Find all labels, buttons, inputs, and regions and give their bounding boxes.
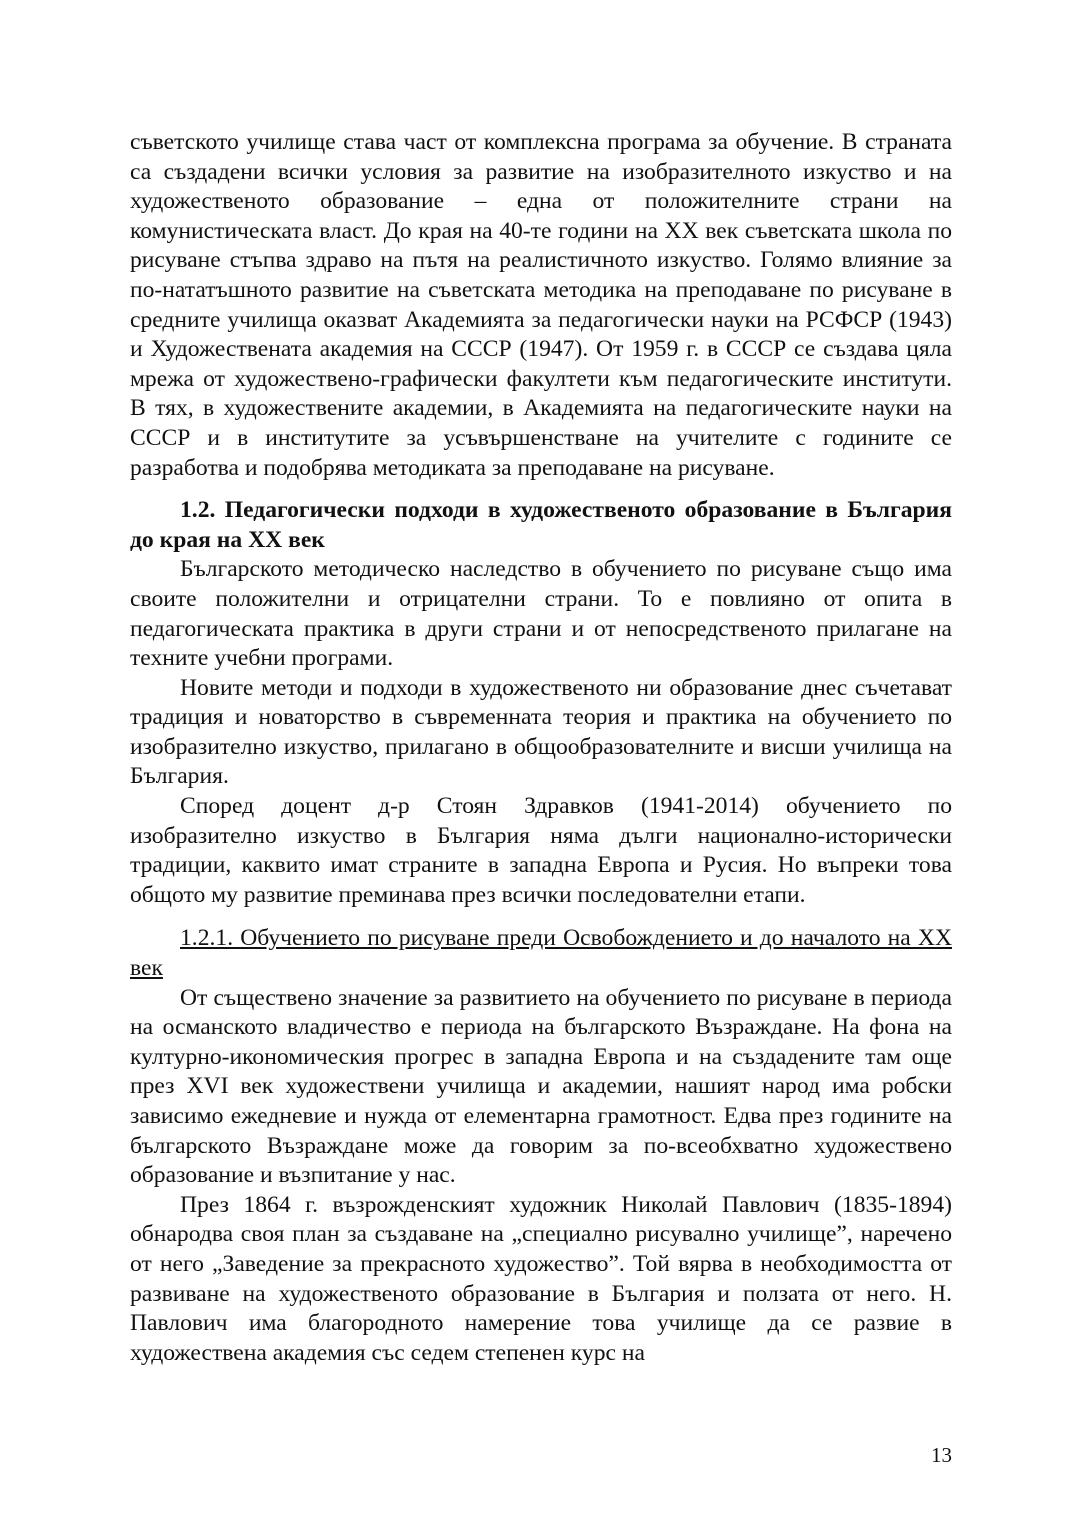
paragraph-zdravkov: Според доцент д-р Стоян Здравков (1941-2014) обучението по изобразително изкуство в България няма дълги национално-исторически традиции, каквито имат страните в западна Европа и Русия. Но въпреки това общото му развитие преминава през всички последователни етапи. <box>130 793 952 908</box>
paragraph-bulgarian-heritage: Българското методическо наследство в обучението по рисуване също има своите положителни и отрицателни страни. То е повлияно от опита в педагогическата практика в други страни и от непосредственото прилагане на техните учебни програми. <box>130 556 952 672</box>
section-heading-1-2: 1.2. Педагогически подходи в художественото образование в България до края на ХХ век <box>130 497 952 553</box>
paragraph-new-methods: Новите методи и подходи в художественото ни образование днес съчетават традиция и новаторство в съвременната теория и практика на обучението по изобразително изкуство, прилагано в общообразователните и висши училища на България. <box>130 674 952 790</box>
page-body <box>130 128 952 1368</box>
paragraph-revival-period: От съществено значение за развитието на обучението по рисуване в периода на османското владичество е периода на българското Възраждане. На фона на културно-икономическия прогрес в западна Европа и на създадените там още през XVI век художествени училища и академии, нашият народ има робски зависимо ежедневие и нужда от елементарна грамотност. Едва през годините на българското Възраждане може да говорим за по-всеобхватно художествено образование и възпитание у нас. <box>130 984 952 1189</box>
paragraph-soviet-school: съветското училище става част от комплексна програма за обучение. В страната са създадени всички условия за развитие на изобразителното изкуство и на художественото образование – една от положителните страни на комунистическата власт. До края на 40-те години на ХХ век съветската школа по рисуване стъпва здраво на пътя на реалистичното изкуство. Голямо влияние за по-нататъшното развитие на съветската методика на преподаване по рисуване в средните училища оказват Академията за педагогически науки на РСФСР (1943) и Художествената академия на СССР (1947). От 1959 г. в СССР се създава цяла мрежа от художествено-графически факултети към педагогическите институти. В тях, в художествените академии, в Академията на педагогическите науки на СССР и в институтите за усъвършенстване на учителите с годините се разработва и подобрява методиката за преподаване на рисуване. <box>130 129 952 481</box>
paragraph-pavlovich: През 1864 г. възрожденският художник Николай Павлович (1835-1894) обнародва своя план за създаване на „специално рисувално училище”, наречено от него „Заведение за прекрасното художество”. Той вярва в необходимостта от развиване на художественото образование в България и ползата от него. Н. Павлович има благородното намерение това училище да се развие в художествена академия със седем степенен курс на <box>130 1191 952 1366</box>
subsection-heading-1-2-1: 1.2.1. Обучението по рисуване преди Освобождението и до началото на ХХ век <box>130 925 952 982</box>
page-number: 13 <box>931 1443 952 1467</box>
